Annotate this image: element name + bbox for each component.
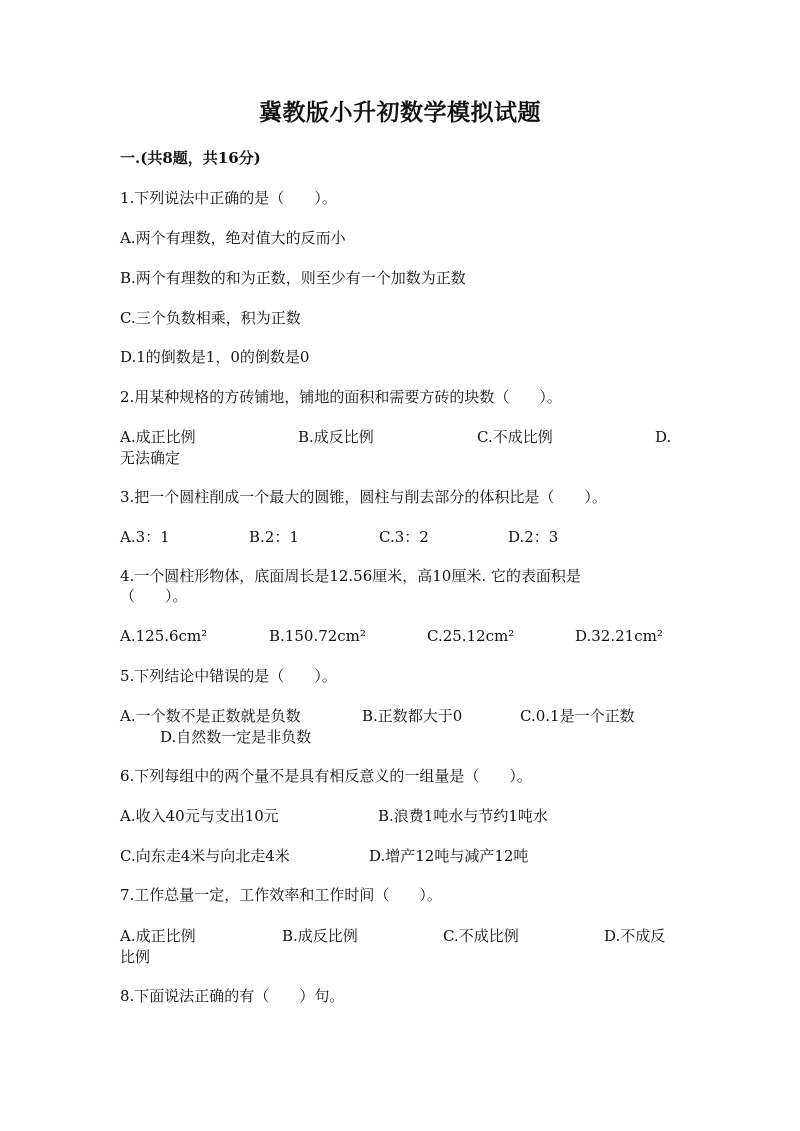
question-1-option-d: D.1的倒数是1，0的倒数是0 xyxy=(120,348,310,366)
question-3-option-d: D.2：3 xyxy=(508,528,559,546)
question-7-option-a: A.成正比例 xyxy=(120,927,196,945)
question-4-option-c: C.25.12cm² xyxy=(427,627,515,645)
question-5-stem: 5.下列结论中错误的是（ ）。 xyxy=(120,667,337,685)
page-title: 冀教版小升初数学模拟试题 xyxy=(259,99,541,126)
question-6-option-b: B.浪费1吨水与节约1吨水 xyxy=(378,807,548,825)
question-8-stem: 8.下面说法正确的有（ ）句。 xyxy=(120,987,345,1005)
question-5-option-b: B.正数都大于0 xyxy=(362,707,463,725)
question-1-option-a: A.两个有理数，绝对值大的反而小 xyxy=(120,229,346,247)
question-1-stem: 1.下列说法中正确的是（ ）。 xyxy=(120,189,337,207)
question-3-option-c: C.3：2 xyxy=(379,528,429,546)
question-2-stem: 2.用某种规格的方砖铺地，铺地的面积和需要方砖的块数（ ）。 xyxy=(120,388,562,406)
section-heading: 一.(共8题，共16分) xyxy=(120,149,261,167)
question-4-stem: 4.一个圆柱形物体，底面周长是12.56厘米，高10厘米. 它的表面积是 xyxy=(120,567,581,585)
question-5-option-c: C.0.1是一个正数 xyxy=(520,707,635,725)
question-4-option-d: D.32.21cm² xyxy=(575,627,663,645)
question-1-option-c: C.三个负数相乘，积为正数 xyxy=(120,309,301,327)
question-1-option-b: B.两个有理数的和为正数，则至少有一个加数为正数 xyxy=(120,269,466,287)
question-3-stem: 3.把一个圆柱削成一个最大的圆锥，圆柱与削去部分的体积比是（ ）。 xyxy=(120,488,607,506)
question-7-option-d-continued: 比例 xyxy=(120,948,151,966)
question-7-option-d: D.不成反 xyxy=(604,927,666,945)
question-5-option-d: D.自然数一定是非负数 xyxy=(160,728,312,746)
question-3-option-a: A.3：1 xyxy=(120,528,170,546)
question-6-option-c: C.向东走4米与向北走4米 xyxy=(120,847,290,865)
question-2-option-b: B.成反比例 xyxy=(298,428,374,446)
question-4-option-a: A.125.6cm² xyxy=(120,627,208,645)
question-7-option-b: B.成反比例 xyxy=(282,927,358,945)
question-6-stem: 6.下列每组中的两个量不是具有相反意义的一组量是（ ）。 xyxy=(120,767,532,785)
question-2-option-d-letter: D. xyxy=(655,428,672,446)
question-3-option-b: B.2：1 xyxy=(249,528,299,546)
question-7-option-c: C.不成比例 xyxy=(443,927,519,945)
question-6-option-a: A.收入40元与支出10元 xyxy=(120,807,279,825)
question-2-option-c: C.不成比例 xyxy=(477,428,553,446)
question-5-option-a: A.一个数不是正数就是负数 xyxy=(120,707,301,725)
question-6-option-d: D.增产12吨与减产12吨 xyxy=(369,847,529,865)
question-4-option-b: B.150.72cm² xyxy=(269,627,366,645)
question-2-option-d-text: 无法确定 xyxy=(120,449,181,467)
question-7-stem: 7.工作总量一定，工作效率和工作时间（ ）。 xyxy=(120,886,442,904)
question-2-option-a: A.成正比例 xyxy=(120,428,196,446)
question-4-stem-continued: （ ）。 xyxy=(120,587,188,605)
